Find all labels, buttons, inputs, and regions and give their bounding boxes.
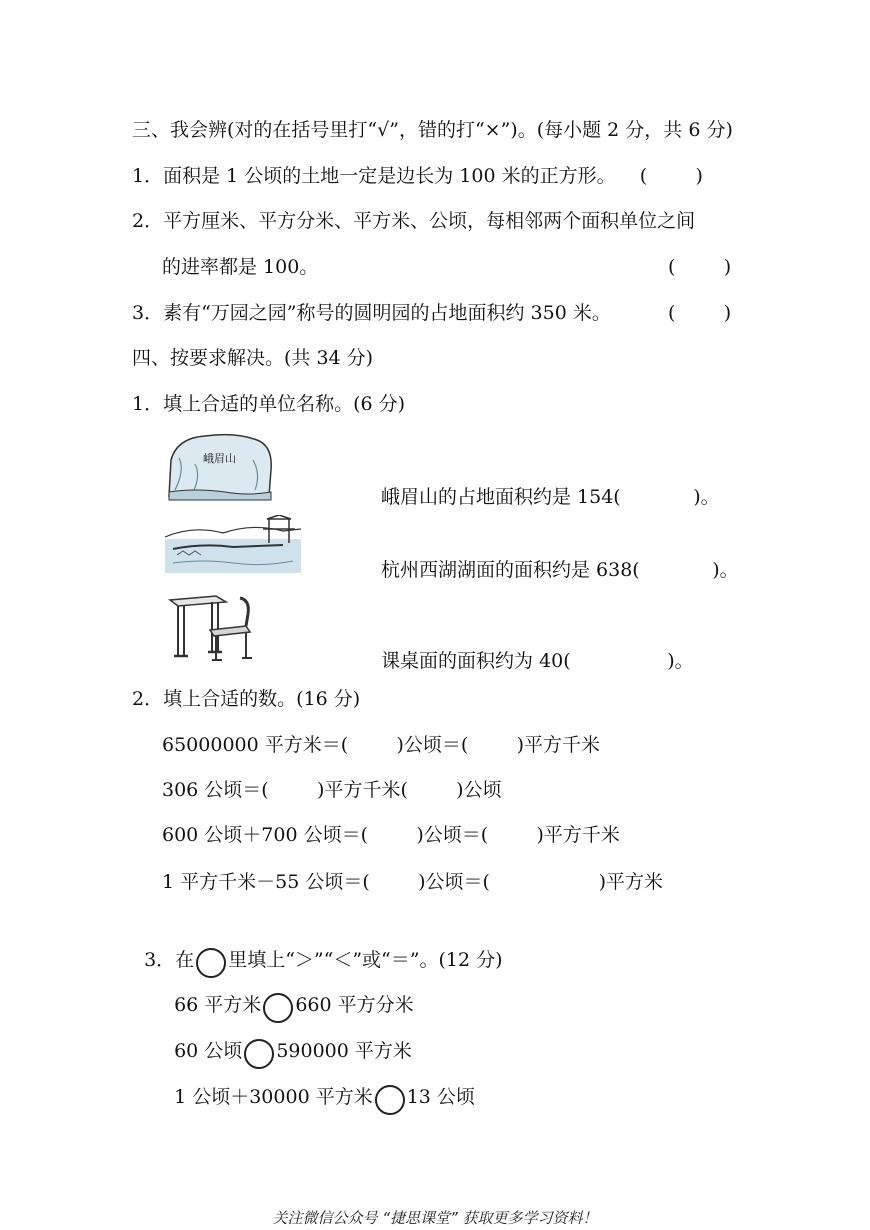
- compare-row-3: [162, 1058, 475, 1115]
- unit-item-3: 课桌面的面积约为 40( )。: [381, 650, 694, 672]
- emei-label: 峨眉山: [203, 452, 236, 465]
- compare-right: 660 平方分米: [295, 994, 414, 1016]
- footer-note: 关注微信公众号 “捷思课堂” 获取更多学习资料！: [272, 1209, 598, 1227]
- desk-chair-image: [166, 590, 256, 666]
- fill-number-1: 65000000 平方米＝( )公顷＝( )平方千米: [162, 734, 601, 756]
- question-3: 3．素有“万园之园”称号的圆明园的占地面积约 350 米。: [132, 302, 611, 324]
- question-2-line1: 2．平方厘米、平方分米、平方米、公顷，每相邻两个面积单位之间: [132, 210, 696, 232]
- answer-paren-3: ( ): [668, 302, 732, 324]
- section3-title: 三、我会辨(对的在括号里打“√”，错的打“×”)。(每小题 2 分，共 6 分): [132, 119, 733, 141]
- compare-left: 66 平方米: [174, 994, 262, 1016]
- fill-number-3: 600 公顷＋700 公顷＝( )公顷＝( )平方千米: [162, 824, 620, 846]
- compare-circle-input[interactable]: [375, 1085, 405, 1115]
- unit-item-2: 杭州西湖湖面的面积约是 638( )。: [381, 559, 739, 581]
- part2-title: 2．填上合适的数。(16 分): [132, 688, 361, 710]
- section4-title: 四、按要求解决。(共 34 分): [132, 347, 374, 369]
- answer-paren-2: ( ): [668, 256, 732, 278]
- west-lake-image: [163, 515, 303, 575]
- compare-left: 60 公顷: [174, 1040, 243, 1062]
- fill-number-2: 306 公顷＝( )平方千米( )公顷: [162, 779, 502, 801]
- compare-left: 1 公顷＋30000 平方米: [174, 1086, 373, 1108]
- question-1: 1．面积是 1 公顷的土地一定是边长为 100 米的正方形。 ( ): [132, 165, 703, 187]
- part3-title-post: 里填上“＞”“＜”或“＝”。(12 分): [228, 949, 503, 971]
- question-2-line2: 的进率都是 100。: [162, 256, 319, 278]
- part1-title: 1．填上合适的单位名称。(6 分): [132, 393, 406, 415]
- part3-title-pre: 3．在: [144, 949, 195, 971]
- compare-right: 13 公顷: [406, 1086, 475, 1108]
- unit-item-1: 峨眉山的占地面积约是 154( )。: [381, 486, 720, 508]
- compare-right: 590000 平方米: [276, 1040, 412, 1062]
- emei-mountain-image: [165, 430, 277, 502]
- fill-number-4: 1 平方千米－55 公顷＝( )公顷＝( )平方米: [162, 871, 664, 893]
